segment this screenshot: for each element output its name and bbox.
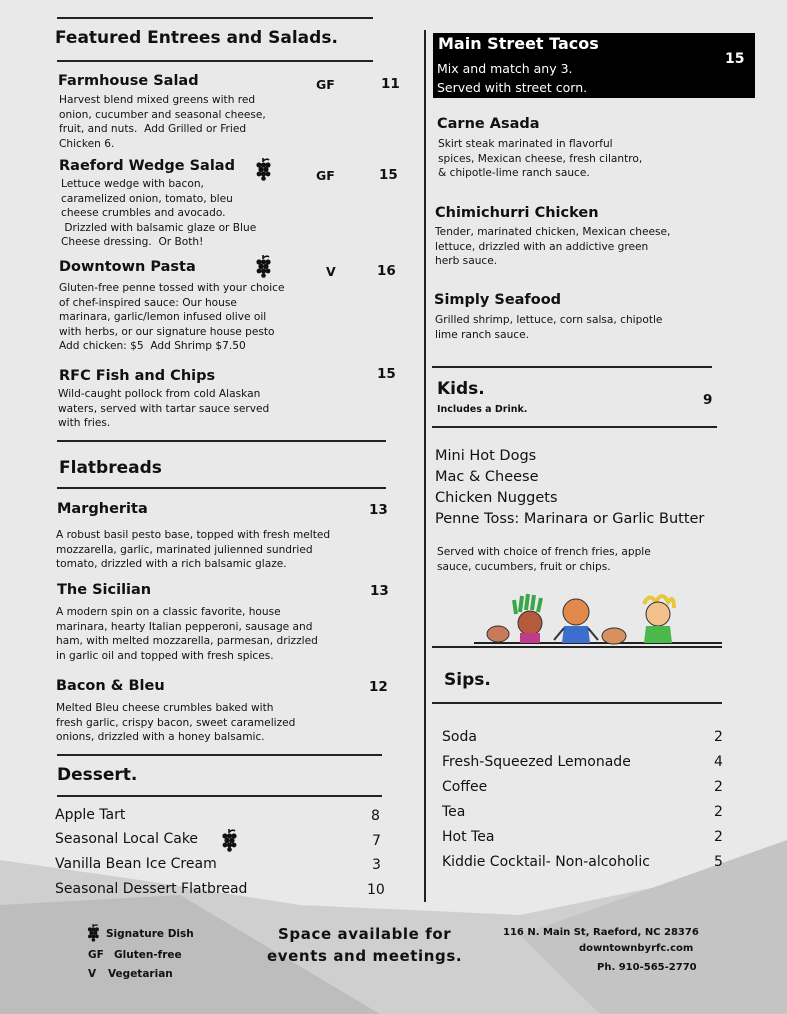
- item-margherita: Margherita: [57, 501, 148, 517]
- item-simply-seafood: Simply Seafood: [434, 292, 562, 308]
- kids-item: Mini Hot Dogs: [435, 448, 537, 464]
- desc-chimichurri: Tender, marinated chicken, Mexican cheese, lettuce, drizzled with an addictive green herb sauce.: [435, 226, 671, 267]
- column-divider: [424, 30, 426, 902]
- item-raeford-wedge-salad: Raeford Wedge Salad: [59, 158, 235, 174]
- item-bacon-and-bleu: Bacon & Bleu: [56, 678, 165, 694]
- legend-gf: Gluten-free: [114, 949, 182, 961]
- dessert-rule: [57, 754, 382, 756]
- tacos-line1: Mix and match any 3.: [437, 61, 573, 76]
- sips-item: Fresh-Squeezed Lemonade: [442, 754, 631, 770]
- legend-signature: Signature Dish: [106, 928, 194, 940]
- desc-carne-asada: Skirt steak marinated in flavorful spices, Mexican cheese, fresh cilantro, & chipotle-lime ranch sauce.: [438, 138, 643, 179]
- kids-price: 9: [703, 392, 713, 408]
- flatbreads-title: Flatbreads: [59, 458, 162, 478]
- kids-note: Served with choice of french fries, apple sauce, cucumbers, fruit or chips.: [437, 546, 651, 573]
- kids-item: Mac & Cheese: [435, 469, 539, 485]
- grape-icon: [254, 157, 272, 181]
- dessert-price: 7: [372, 833, 381, 849]
- featured-title: Featured Entrees and Salads.: [55, 28, 338, 48]
- sips-price: 2: [714, 779, 723, 795]
- dessert-item: Seasonal Local Cake: [55, 831, 199, 847]
- desc-fish: Wild-caught pollock from cold Alaskan waters, served with tartar sauce served with fries.: [58, 388, 270, 429]
- price-pasta: 16: [377, 263, 396, 279]
- events-line2: events and meetings.: [267, 947, 463, 965]
- featured-rule: [57, 60, 373, 62]
- item-chimichurri-chicken: Chimichurri Chicken: [435, 205, 599, 221]
- tacos-title: Main Street Tacos: [438, 34, 599, 53]
- flatbreads-rule: [57, 440, 386, 442]
- item-the-sicilian: The Sicilian: [57, 582, 152, 598]
- dessert-item: Seasonal Dessert Flatbread: [55, 881, 248, 897]
- legend-v-code: V: [88, 968, 97, 980]
- dessert-under-rule: [57, 795, 382, 797]
- dessert-price: 8: [371, 808, 380, 824]
- sips-price: 2: [714, 729, 723, 745]
- sips-item: Coffee: [442, 779, 488, 795]
- kids-illustration: [474, 590, 724, 646]
- footer-website[interactable]: downtownbyrfc.com: [579, 943, 694, 954]
- desc-bacon-bleu: Melted Bleu cheese crumbles baked with fresh garlic, crispy bacon, sweet caramelized onions, drizzled with a honey balsamic.: [56, 702, 296, 743]
- footer-address: 116 N. Main St, Raeford, NC 28376: [503, 927, 699, 938]
- sips-item: Tea: [442, 804, 466, 820]
- desc-seafood: Grilled shrimp, lettuce, corn salsa, chipotle lime ranch sauce.: [435, 314, 663, 341]
- sips-price: 5: [714, 854, 723, 870]
- sips-rule: [432, 646, 722, 648]
- tag-gf: GF: [316, 168, 335, 183]
- grape-icon: [254, 254, 272, 278]
- sips-item: Hot Tea: [442, 829, 495, 845]
- events-line1: Space available for: [278, 925, 452, 943]
- sips-item: Soda: [442, 729, 477, 745]
- item-carne-asada: Carne Asada: [437, 116, 540, 132]
- kids-rule: [432, 366, 712, 368]
- price-fish: 15: [377, 366, 396, 382]
- sips-under-rule: [432, 702, 722, 704]
- kids-under-rule: [432, 426, 717, 428]
- tag-v: V: [326, 264, 336, 279]
- footer-phone: Ph. 910-565-2770: [597, 962, 697, 973]
- kids-item: Penne Toss: Marinara or Garlic Butter: [435, 511, 705, 527]
- sips-price: 2: [714, 829, 723, 845]
- item-downtown-pasta: Downtown Pasta: [59, 259, 196, 275]
- price-sicilian: 13: [370, 583, 389, 599]
- price-farmhouse: 11: [381, 76, 400, 92]
- desc-wedge: Lettuce wedge with bacon, caramelized onion, tomato, bleu cheese crumbles and avocado. Drizzled with balsamic glaze or Blue Cheese dressing. Or Both!: [61, 178, 257, 248]
- tacos-price: 15: [725, 51, 745, 67]
- grape-icon: [220, 828, 238, 852]
- grape-icon: [86, 923, 100, 942]
- sips-item: Kiddie Cocktail- Non-alcoholic: [442, 854, 650, 870]
- legend-gf-code: GF: [88, 949, 104, 961]
- desc-sicilian: A modern spin on a classic favorite, house marinara, hearty Italian pepperoni, sausage and ham, with melted mozzarella, parmesan, drizzled in garlic oil and topped with fresh spices.: [56, 606, 318, 662]
- kids-title: Kids.: [437, 379, 485, 399]
- dessert-item: Vanilla Bean Ice Cream: [55, 856, 217, 872]
- dessert-price: 10: [367, 882, 385, 898]
- price-margherita: 13: [369, 502, 388, 518]
- sips-title: Sips.: [444, 670, 491, 690]
- dessert-item: Apple Tart: [55, 807, 126, 823]
- price-wedge: 15: [379, 167, 398, 183]
- top-rule: [57, 17, 373, 19]
- price-bacon-bleu: 12: [369, 679, 388, 695]
- sips-price: 2: [714, 804, 723, 820]
- item-farmhouse-salad: Farmhouse Salad: [58, 73, 199, 89]
- desc-pasta: Gluten-free penne tossed with your choice of chef-inspired sauce: Our house marinara, garlic/lemon infused olive oil with herbs, or our signature house pesto Add chicken: $5 Add Shrimp $7.50: [59, 282, 285, 352]
- item-rfc-fish-and-chips: RFC Fish and Chips: [59, 368, 216, 384]
- tacos-line2: Served with street corn.: [437, 80, 588, 95]
- desc-farmhouse: Harvest blend mixed greens with red onion, cucumber and seasonal cheese, fruit, and nuts. Add Grilled or Fried Chicken 6.: [59, 94, 266, 150]
- legend-v: Vegetarian: [108, 968, 173, 980]
- kids-subtitle: Includes a Drink.: [437, 404, 528, 415]
- desc-margherita: A robust basil pesto base, topped with fresh melted mozzarella, garlic, marinated julienned sundried tomato, drizzled with a rich balsamic glaze.: [56, 529, 331, 570]
- tag-gf: GF: [316, 77, 335, 92]
- kids-item: Chicken Nuggets: [435, 490, 558, 506]
- dessert-price: 3: [372, 857, 381, 873]
- dessert-title: Dessert.: [57, 765, 138, 785]
- sips-price: 4: [714, 754, 723, 770]
- flatbreads-under-rule: [57, 487, 386, 489]
